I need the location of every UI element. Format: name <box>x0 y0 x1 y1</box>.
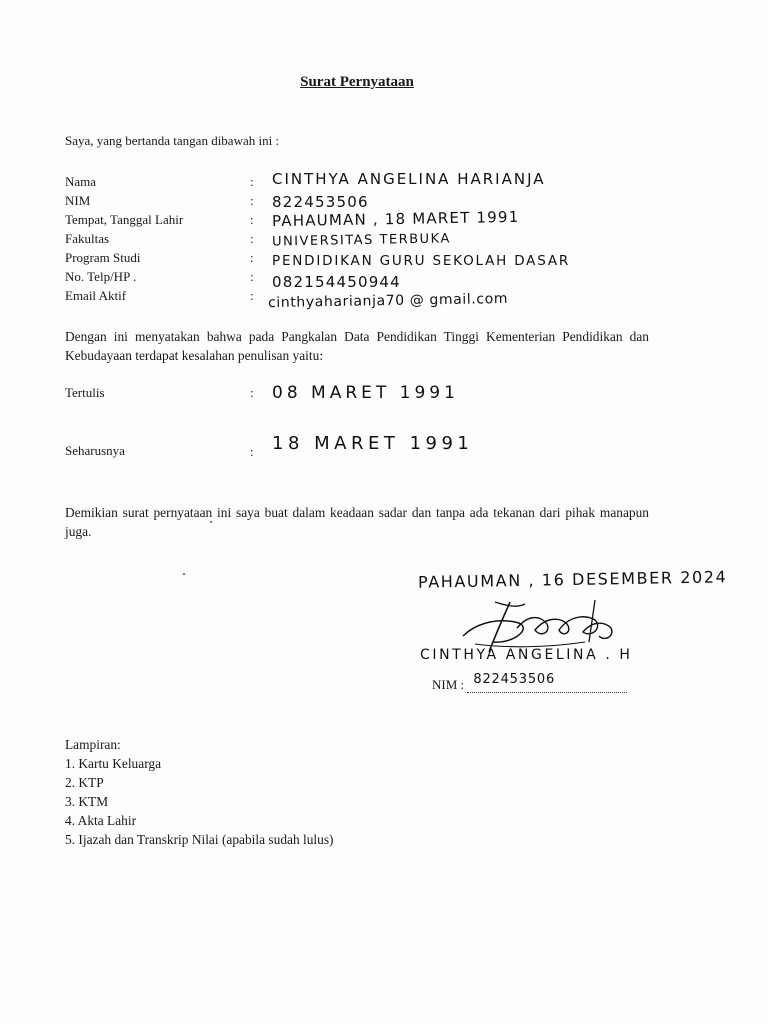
label-nama: Nama <box>65 174 97 189</box>
signature-nim-line <box>432 672 647 693</box>
attachments-list <box>65 735 334 849</box>
colon: : <box>250 231 254 246</box>
colon: : <box>250 269 254 284</box>
document-title: Surat Pernyataan <box>300 74 414 90</box>
label-nim: NIM <box>65 193 91 208</box>
signature-name: CINTHYA ANGELINA . H <box>420 647 633 663</box>
value-prodi: PENDIDIKAN GURU SEKOLAH DASAR <box>272 253 571 269</box>
signature-place-date: PAHAUMAN , 16 DESEMBER 2024 <box>417 567 728 592</box>
signature-nim-value: 822453506 <box>473 672 556 687</box>
label-telp: No. Telp/HP . <box>65 269 137 284</box>
list-item: 4. Akta Lahir <box>65 813 137 828</box>
colon: : <box>250 193 254 208</box>
value-nim: 822453506 <box>272 193 369 211</box>
list-item: 1. Kartu Keluarga <box>65 756 162 771</box>
value-nama: CINTHYA ANGELINA HARIANJA <box>272 170 546 188</box>
label-prodi: Program Studi <box>65 250 141 265</box>
value-ttl: PAHAUMAN , 18 MARET 1991 <box>271 207 520 231</box>
value-telp: 082154450944 <box>272 273 401 291</box>
list-item: 3. KTM <box>65 794 109 809</box>
colon: : <box>250 174 254 189</box>
nim-dotted-line <box>467 672 627 693</box>
colon: : <box>250 250 254 265</box>
list-item: 2. KTP <box>65 775 104 790</box>
colon: : <box>250 212 254 227</box>
label-fakultas: Fakultas <box>65 231 110 246</box>
value-email: cinthyaharianja70 @ gmail.com <box>267 290 509 312</box>
label-tertulis: Tertulis <box>65 385 105 400</box>
value-fakultas: UNIVERSITAS TERBUKA <box>271 231 451 250</box>
value-tertulis: 08 MARET 1991 <box>272 383 459 403</box>
label-email: Email Aktif <box>65 288 127 303</box>
label-ttl: Tempat, Tanggal Lahir <box>65 212 184 227</box>
scan-speck <box>210 521 212 523</box>
label-seharusnya: Seharusnya <box>65 443 125 458</box>
statement-paragraph: Dengan ini menyatakan bahwa pada Pangkalan Data Pendidikan Tinggi Kementerian Pendidikan dan Kebudayaan terdapat kesalahan penulisan yaitu: <box>65 329 649 363</box>
nim-label: NIM : <box>432 677 465 692</box>
colon: : <box>250 444 254 459</box>
scan-speck <box>183 573 185 575</box>
intro-text: Saya, yang bertanda tangan dibawah ini : <box>65 133 280 148</box>
colon: : <box>250 288 254 303</box>
closing-paragraph: Demikian surat pernyataan ini saya buat dalam keadaan sadar dan tanpa ada tekanan dari pihak manapun juga. <box>65 505 649 539</box>
colon: : <box>250 385 254 400</box>
list-item: 5. Ijazah dan Transkrip Nilai (apabila sudah lulus) <box>65 832 334 847</box>
attachments-title: Lampiran: <box>65 737 121 752</box>
value-seharusnya: 18 MARET 1991 <box>272 433 474 454</box>
